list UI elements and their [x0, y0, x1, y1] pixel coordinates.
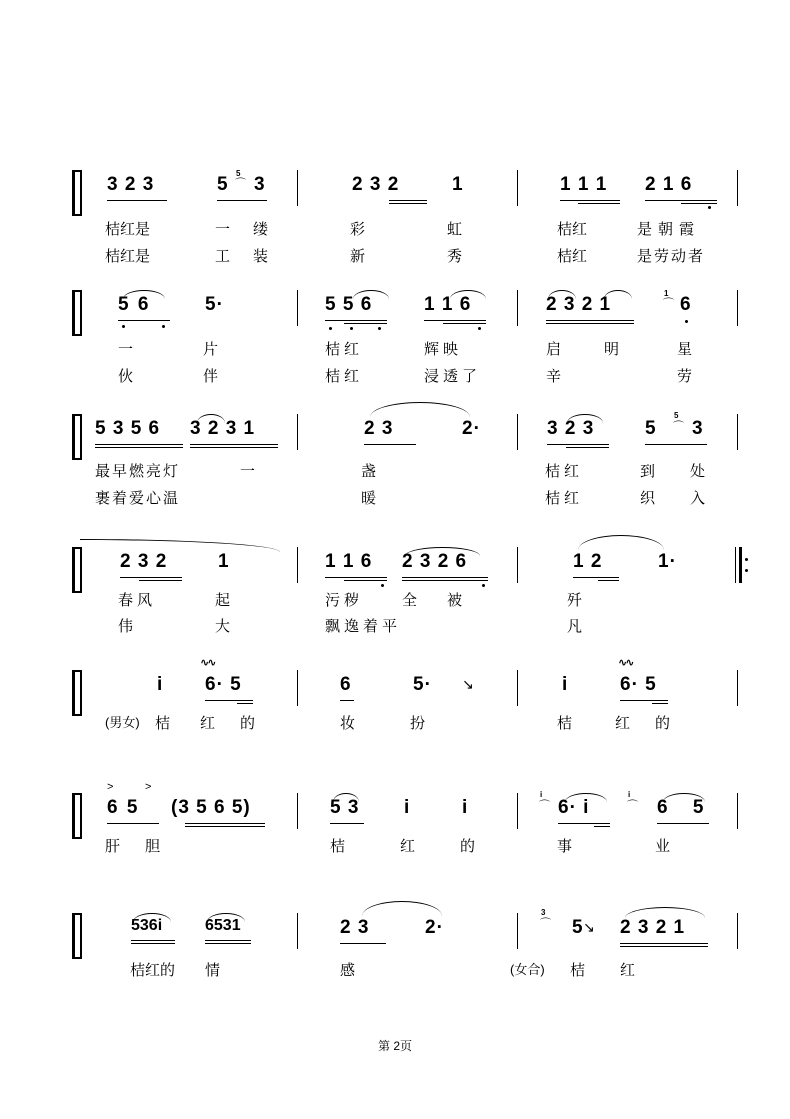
notes: i: [157, 674, 164, 695]
grace-note: 1: [664, 289, 669, 298]
staff-line-1: 3 2 3 5 5 ⌒ 3 2 3 2 1 1 1 1 2 1 6 桔红是 一 缕 彩 虹 桔红 是朝霞 桔红是 工 装 新 秀 桔红 是劳动者: [0, 170, 790, 270]
notes: 5 6: [118, 294, 151, 315]
lyric: 凡: [567, 618, 583, 635]
lyric: 桔红是: [105, 221, 151, 238]
notes: 536i: [131, 917, 163, 934]
grace-note: 5: [236, 169, 241, 178]
notes: 6· 5: [205, 674, 242, 695]
lyric: 一: [240, 463, 256, 480]
barline: [297, 913, 298, 949]
lyric: 全: [402, 592, 418, 609]
lyric: 被: [447, 592, 463, 609]
notes: 1 1 1: [560, 174, 608, 195]
notes: 6 5: [107, 797, 140, 818]
barline: [297, 793, 298, 829]
notes: 1: [452, 174, 464, 195]
notes: 2 3 2: [352, 174, 400, 195]
lyric: 片: [203, 341, 219, 358]
notes: 1: [218, 551, 230, 572]
lyric: 虹: [447, 221, 463, 238]
barline: [517, 414, 518, 450]
system-bracket: [72, 170, 81, 216]
lyric: 是劳动者: [637, 248, 706, 265]
lyric: 起: [215, 592, 231, 609]
system-bracket: [72, 547, 81, 593]
lyric: 最早燃亮灯: [95, 463, 181, 480]
lyric: 星: [677, 341, 693, 358]
staff-line-7: 536i 6531 2 3 2· 3 ⌒ 5 ↘ 2 3 2 1 桔红的 情 感 (女合) 桔 红: [0, 913, 790, 1013]
lyric: 春风: [118, 592, 157, 609]
staff-line-4: [0, 547, 790, 647]
staff-line-2: 5 6 5· 5 5 6 1 1 6 2 3 2 1 1 ⌒ 6 一 片 桔红 辉映 启 明 星 伙 伴 桔红 浸透了 辛 劳: [0, 290, 790, 390]
lyric: 桔红是: [105, 248, 151, 265]
barline: [737, 913, 738, 949]
barline: [737, 793, 738, 829]
notes: 6: [680, 294, 692, 315]
notes: 1·: [658, 551, 677, 572]
lyric: 装: [253, 248, 269, 265]
staff-line-5: i ∿∿ 6· 5 6 5· ↘ i ∿∿ 6· 5 (男女) 桔 红 的 妆 扮 桔 红 的: [0, 670, 790, 770]
notes: 5: [572, 917, 584, 938]
notes: 5 3: [330, 797, 360, 818]
notes: 2·: [425, 917, 444, 938]
lyric: 劳: [677, 368, 693, 385]
lyric: 暖: [361, 490, 377, 507]
barline: [517, 793, 518, 829]
staff-line-6: > > 6 5 (3 5 6 5) 5 3 i i i ⌒ 6· i i ⌒ 6 5 肝 胆 桔 红 的 事 业: [0, 793, 790, 893]
notes: 5 5 6: [325, 294, 373, 315]
notes: (3 5 6 5): [171, 797, 251, 818]
lyric: 一: [118, 341, 134, 358]
lyric: 织: [640, 490, 656, 507]
barline: [737, 414, 738, 450]
lyric: 红: [400, 838, 416, 855]
lyric: 桔红: [545, 490, 584, 507]
system-bracket: [72, 670, 81, 716]
lyric: 秀: [447, 248, 463, 265]
grace-note: 5: [674, 411, 679, 420]
notes: 1 1 6: [424, 294, 472, 315]
system-bracket: [72, 290, 81, 336]
lyric: (女合): [510, 962, 545, 977]
accent-mark: >: [107, 781, 114, 793]
notes: 5·: [205, 294, 224, 315]
lyric: 红: [615, 715, 631, 732]
notes: 5·: [413, 674, 432, 695]
notes: 6· i: [558, 797, 590, 818]
system-bracket: [72, 414, 81, 460]
system-bracket: [72, 913, 81, 959]
lyric: 处: [690, 463, 706, 480]
lyric: 是朝霞: [637, 221, 701, 238]
lyric: 入: [690, 490, 706, 507]
notes: 2 3 2: [120, 551, 168, 572]
lyric: 妆: [340, 715, 356, 732]
lyric: 事: [557, 838, 573, 855]
lyric: 肝: [105, 838, 121, 855]
lyric: 到: [640, 463, 656, 480]
notes: 3 2 3: [547, 418, 595, 439]
lyric: 歼: [567, 592, 583, 609]
page-number: 第 2页: [377, 1039, 412, 1053]
staff-line-3: 5 3 5 6 3 2 3 1 2 3 2· 3 2 3 5 5 ⌒ 3 最早燃亮灯 一 盏 桔红 到 处 裹着爱心温 暖 桔红 织 入: [0, 414, 790, 514]
lyric: 的: [460, 838, 476, 855]
lyric: 桔红: [325, 368, 364, 385]
grace-note: 3: [541, 908, 546, 917]
notes: 1 1 6: [325, 551, 373, 572]
lyric: 情: [205, 962, 221, 979]
lyric: 红: [200, 715, 216, 732]
notes: 2 3: [364, 418, 394, 439]
barline: [517, 913, 518, 949]
notes: 5: [645, 418, 657, 439]
lyric: 辉映: [424, 341, 463, 358]
lyric: 桔红: [557, 248, 588, 265]
lyric: 桔红: [557, 221, 588, 238]
lyric: 红: [620, 962, 636, 979]
lyric: 的: [655, 715, 671, 732]
lyric: 扮: [410, 715, 426, 732]
lyric: 一: [215, 221, 231, 238]
barline: [737, 170, 738, 206]
trill-mark: ∿∿: [200, 657, 215, 669]
notes: 3: [692, 418, 704, 439]
barline: [517, 170, 518, 206]
lyric: 飘逸着平: [325, 618, 402, 635]
lyric: 工: [215, 248, 231, 265]
lyric: 胆: [145, 838, 161, 855]
notes: 3 2 3 1: [190, 418, 256, 439]
lyric: 新: [350, 248, 366, 265]
barline: [297, 547, 298, 583]
lyric: 业: [655, 838, 671, 855]
notes: 3: [254, 174, 266, 195]
barline: [517, 547, 518, 583]
lyric: 伙: [118, 368, 134, 385]
barline: [297, 170, 298, 206]
notes: i: [404, 797, 411, 818]
barline: [517, 290, 518, 326]
notes: 5 3 5 6: [95, 418, 161, 439]
notes: 6: [340, 674, 352, 695]
grace-note: i: [628, 790, 631, 799]
lyric: 桔红: [325, 341, 364, 358]
accent-mark: >: [145, 781, 152, 793]
notes: 6 5: [657, 797, 714, 818]
system-bracket: [72, 793, 81, 839]
notes: 6531: [205, 917, 241, 934]
lyric: 裹着爱心温: [95, 490, 181, 507]
lyric: 污秽: [325, 592, 364, 609]
notes: 2 3 2 1: [620, 917, 686, 938]
lyric: 彩: [350, 221, 366, 238]
lyric: 桔: [330, 838, 346, 855]
notes: 2·: [462, 418, 481, 439]
lyric: 辛: [546, 368, 562, 385]
notes: 2 3 2 6: [402, 551, 468, 572]
lyric: 伟: [118, 618, 134, 635]
barline: [737, 290, 738, 326]
notes: 5: [217, 174, 229, 195]
lyric: 感: [340, 962, 356, 979]
lyric: 大: [215, 618, 231, 635]
lyric: 伴: [203, 368, 219, 385]
barline: [517, 670, 518, 706]
lyric: 桔: [557, 715, 573, 732]
lyric: 盏: [361, 463, 377, 480]
notes: 2 1 6: [645, 174, 693, 195]
notes: i: [562, 674, 569, 695]
notes: i: [462, 797, 469, 818]
notes: 2 3 2 1: [546, 294, 612, 315]
lyric: (男女): [105, 715, 140, 730]
barline: [297, 414, 298, 450]
lyric: 桔: [570, 962, 586, 979]
lyric: 桔: [155, 715, 171, 732]
barline: [737, 670, 738, 706]
barline: [297, 670, 298, 706]
lyric: 的: [240, 715, 256, 732]
notes: 2 3: [340, 917, 370, 938]
grace-note: i: [540, 790, 543, 799]
lyric: 缕: [253, 221, 269, 238]
lyric: 桔红的: [130, 962, 176, 979]
lyric: 明: [604, 341, 620, 358]
lyric: 浸透了: [424, 368, 482, 385]
lyric: 启: [546, 341, 562, 358]
notes: 3 2 3: [107, 174, 155, 195]
trill-mark: ∿∿: [618, 657, 633, 669]
lyric: 桔红: [545, 463, 584, 480]
notes: 6· 5: [620, 674, 657, 695]
barline: [297, 290, 298, 326]
notes: 1 2: [573, 551, 603, 572]
